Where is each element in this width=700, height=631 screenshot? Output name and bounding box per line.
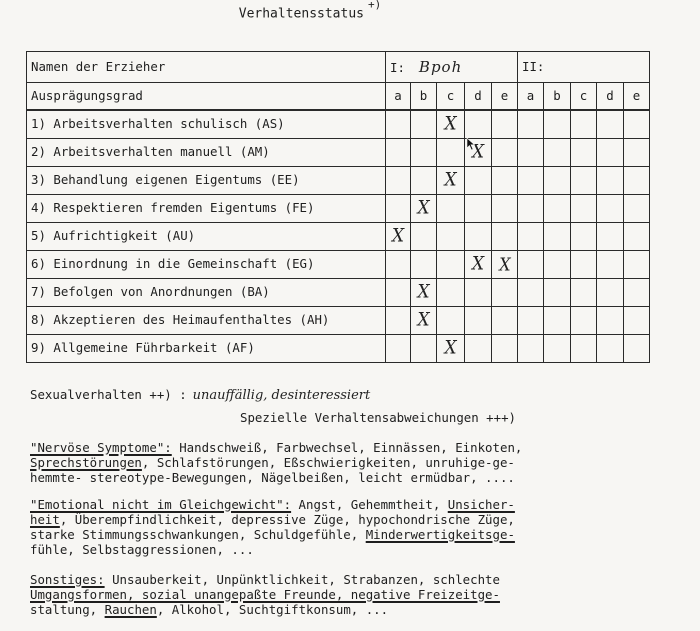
other-line1: Unsauberkeit, Unpünktlichkeit, Strabanzen, schlechte — [104, 572, 500, 587]
mark-cell — [437, 167, 465, 195]
table-row — [27, 307, 650, 335]
title-text: Verhaltensstatus — [238, 6, 364, 22]
mark-cell — [518, 335, 544, 363]
check-mark: X — [444, 168, 457, 191]
mark-cell — [465, 167, 492, 195]
mark-cell — [492, 335, 518, 363]
col-header: e — [624, 83, 650, 111]
mark-cell — [411, 279, 437, 307]
mark-cell — [465, 195, 492, 223]
degree-label: Ausprägungsgrad — [27, 83, 386, 111]
mark-cell — [544, 223, 571, 251]
table-row — [27, 335, 650, 363]
check-mark: X — [471, 252, 485, 275]
mark-cell — [518, 251, 544, 279]
mark-cell — [386, 251, 411, 279]
mark-cell — [544, 335, 571, 363]
mark-cell — [597, 223, 624, 251]
mark-cell — [624, 110, 650, 139]
other-heading: Sonstiges: — [30, 572, 105, 587]
mark-cell — [492, 167, 518, 195]
row-label: 9) Allgemeine Führbarkeit (AF) — [27, 335, 386, 363]
section-two-header: II: — [518, 52, 650, 83]
row-label: 7) Befolgen von Anordnungen (BA) — [27, 279, 386, 307]
mark-cell — [544, 307, 571, 335]
sexual-behavior-handwritten: unauffällig, desinteressiert — [192, 388, 371, 403]
other-underlined: Rauchen — [104, 602, 157, 617]
mark-cell — [597, 167, 624, 195]
col-header: d — [597, 83, 624, 111]
double-check-mark: X — [499, 253, 510, 275]
nervous-line1: Handschweiß, Farbwechsel, Einnässen, Einkoten, — [171, 440, 523, 455]
mark-cell — [386, 110, 411, 139]
check-mark: X — [444, 112, 457, 135]
mark-cell — [411, 307, 437, 335]
mark-cell — [492, 223, 518, 251]
mark-cell — [571, 279, 597, 307]
check-mark: X — [417, 308, 430, 331]
table-row — [27, 223, 650, 251]
col-header: c — [571, 83, 597, 111]
mark-cell — [386, 279, 411, 307]
mark-cell — [411, 195, 437, 223]
mark-cell — [544, 251, 571, 279]
mark-cell — [465, 251, 492, 279]
handwritten-signature: Bpoh — [418, 57, 463, 76]
document-title — [0, 2, 620, 21]
emotional-line2: , Überempfindlichkeit, depressive Züge, hypochondrische Züge, — [59, 512, 515, 527]
mark-cell — [544, 195, 571, 223]
mark-cell — [597, 307, 624, 335]
mark-cell — [518, 307, 544, 335]
emotional-underlined-1: Unsicher- — [447, 497, 515, 512]
emotional-paragraph — [30, 497, 515, 557]
mark-cell — [571, 251, 597, 279]
col-header: b — [411, 83, 437, 111]
section-one-header: I: Bpoh — [386, 52, 518, 83]
mark-cell — [386, 307, 411, 335]
mark-cell — [411, 110, 437, 139]
mark-cell — [386, 195, 411, 223]
table-row — [27, 251, 650, 279]
mark-cell — [597, 110, 624, 139]
mark-cell — [571, 139, 597, 167]
emotional-underlined-2: heit — [30, 512, 60, 527]
mark-cell — [624, 279, 650, 307]
emotional-underlined-3: Minderwertigkeitsge- — [365, 527, 515, 542]
mark-cell — [624, 195, 650, 223]
mark-cell — [544, 139, 571, 167]
mark-cell — [411, 223, 437, 251]
mark-cell — [386, 223, 411, 251]
table-row — [27, 279, 650, 307]
special-deviations-heading: Spezielle Verhaltensabweichungen +++) — [240, 410, 517, 425]
table-row — [27, 167, 650, 195]
behavior-status-table — [26, 51, 650, 363]
mark-cell — [597, 279, 624, 307]
mark-cell — [386, 167, 411, 195]
mark-cell — [544, 110, 571, 139]
educator-names-label: Namen der Erzieher — [27, 52, 386, 83]
mark-cell — [465, 279, 492, 307]
mark-cell — [624, 335, 650, 363]
mark-cell — [544, 279, 571, 307]
other-paragraph — [30, 572, 500, 617]
table-row — [27, 110, 650, 139]
mark-cell — [437, 195, 465, 223]
mark-cell — [492, 110, 518, 139]
mark-cell — [518, 223, 544, 251]
nervous-underlined: Sprechstörungen — [30, 455, 142, 470]
mark-cell — [437, 251, 465, 279]
other-line3: staltung, — [30, 602, 105, 617]
mark-cell — [518, 195, 544, 223]
check-mark: X — [471, 140, 485, 163]
mark-cell — [437, 307, 465, 335]
mark-cell — [624, 307, 650, 335]
mark-cell — [597, 251, 624, 279]
col-header: c — [437, 83, 465, 111]
mark-cell — [544, 167, 571, 195]
mark-cell — [492, 307, 518, 335]
mark-cell — [411, 335, 437, 363]
col-header: b — [544, 83, 571, 111]
row-label: 2) Arbeitsverhalten manuell (AM) — [27, 139, 386, 167]
row-label: 8) Akzeptieren des Heimaufenthaltes (AH) — [27, 307, 386, 335]
sexual-behavior-label: Sexualverhalten ++) : — [30, 387, 187, 402]
mark-cell — [571, 223, 597, 251]
mark-cell — [571, 195, 597, 223]
mark-cell — [624, 223, 650, 251]
col-header: e — [492, 83, 518, 111]
emotional-line1: Angst, Gehemmtheit, — [291, 497, 448, 512]
mark-cell — [386, 335, 411, 363]
mark-cell — [437, 223, 465, 251]
mark-cell — [386, 139, 411, 167]
mark-cell — [571, 167, 597, 195]
other-line2: Umgangsformen, sozial unangepaßte Freunde, negative Freizeitge- — [30, 587, 500, 602]
table-row — [27, 139, 650, 167]
mark-cell — [465, 110, 492, 139]
mark-cell — [411, 139, 437, 167]
mouse-pointer-icon — [466, 137, 476, 151]
other-line3-end: , Alkohol, Suchtgiftkonsum, ... — [156, 602, 389, 617]
emotional-heading: "Emotional nicht im Gleichgewicht": — [30, 497, 292, 512]
mark-cell — [571, 335, 597, 363]
mark-cell — [411, 251, 437, 279]
mark-cell — [465, 223, 492, 251]
row-label: 5) Aufrichtigkeit (AU) — [27, 223, 386, 251]
mark-cell — [571, 307, 597, 335]
nervous-heading: "Nervöse Symptome": — [30, 440, 172, 455]
mark-cell — [465, 307, 492, 335]
mark-cell — [597, 139, 624, 167]
row-label: 4) Respektieren fremden Eigentums (FE) — [27, 195, 386, 223]
mark-cell — [518, 167, 544, 195]
nervous-line3: hemmte- stereotype-Bewegungen, Nägelbeißen, leicht ermüdbar, .... — [30, 470, 515, 485]
row-label: 6) Einordnung in die Gemeinschaft (EG) — [27, 251, 386, 279]
title-footnote-mark: +) — [367, 0, 382, 11]
emotional-line4: fühle, Selbstaggressionen, ... — [30, 542, 254, 557]
mark-cell — [518, 110, 544, 139]
nervous-line2: , Schlafstörungen, Eßschwierigkeiten, unruhige-ge- — [141, 455, 515, 470]
mark-cell — [597, 335, 624, 363]
mark-cell — [624, 167, 650, 195]
mark-cell — [411, 167, 437, 195]
mark-cell — [437, 335, 465, 363]
mark-cell — [492, 139, 518, 167]
mark-cell — [624, 251, 650, 279]
check-mark: X — [417, 196, 430, 219]
table-row — [27, 195, 650, 223]
row-label: 3) Behandlung eigenen Eigentums (EE) — [27, 167, 386, 195]
row-label: 1) Arbeitsverhalten schulisch (AS) — [27, 110, 386, 139]
mark-cell — [597, 195, 624, 223]
mark-cell — [492, 279, 518, 307]
nervous-symptoms-paragraph — [30, 440, 522, 485]
col-header: d — [465, 83, 492, 111]
mark-cell — [465, 335, 492, 363]
mark-cell — [518, 279, 544, 307]
mark-cell — [492, 251, 518, 279]
sexual-behavior-line — [30, 387, 370, 403]
mark-cell — [492, 195, 518, 223]
emotional-line3: starke Stimmungsschwankungen, Schuldgefühle, — [30, 527, 366, 542]
mark-cell — [518, 139, 544, 167]
col-header: a — [386, 83, 411, 111]
col-header: a — [518, 83, 544, 111]
check-mark: X — [444, 336, 457, 359]
mark-cell — [571, 110, 597, 139]
mark-cell — [437, 139, 465, 167]
check-mark: X — [391, 224, 405, 247]
mark-cell — [624, 139, 650, 167]
check-mark: X — [417, 280, 430, 303]
mark-cell — [437, 110, 465, 139]
mark-cell — [437, 279, 465, 307]
